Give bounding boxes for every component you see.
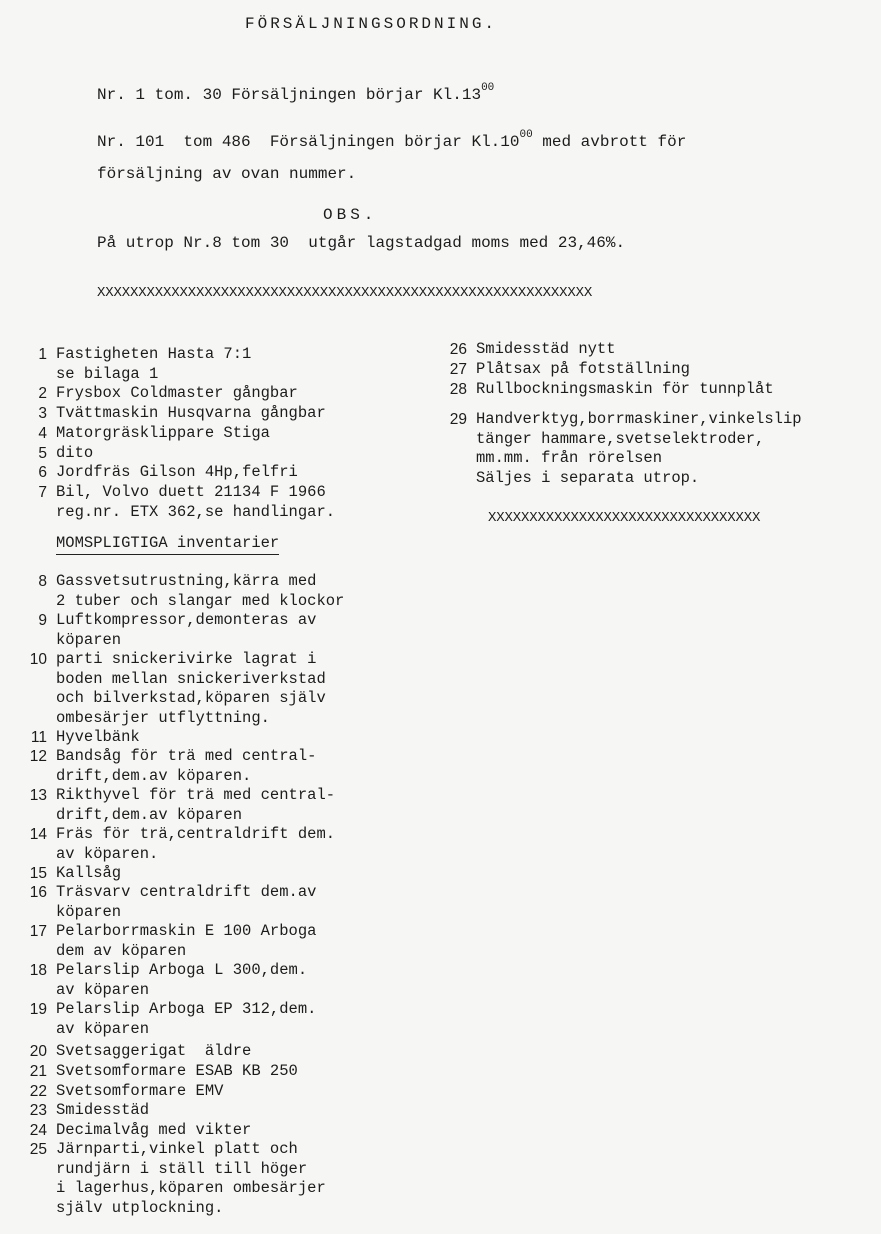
item-text: Rikthyvel för trä med central- drift,dem.av köparen xyxy=(56,786,336,824)
moms-note: På utrop Nr.8 tom 30 utgår lagstadgad moms med 23,46%. xyxy=(97,234,626,252)
item-number: 29 xyxy=(449,411,467,428)
moms-heading: MOMSPLIGTIGA inventarier xyxy=(56,534,279,555)
item-number: 7 xyxy=(38,484,47,501)
item-number: 25 xyxy=(29,1141,47,1158)
separator-line: XXXXXXXXXXXXXXXXXXXXXXXXXXXXXXXXXXXXXXXXXXXXXXXXXXXXXXXXXXXX xyxy=(97,285,593,301)
item-number: 17 xyxy=(29,923,47,940)
item-number: 19 xyxy=(29,1001,47,1018)
item-text: Fräs för trä,centraldrift dem. av köparen. xyxy=(56,825,336,863)
item-number: 4 xyxy=(38,425,47,442)
item-number: 10 xyxy=(29,651,47,668)
intro-line-1-time-sup: 00 xyxy=(481,82,495,94)
item-number: 12 xyxy=(29,748,47,765)
item-text: Pelarborrmaskin E 100 Arboga dem av köparen xyxy=(56,922,317,960)
item-text: Luftkompressor,demonteras av köparen xyxy=(56,611,317,649)
item-text: Kallsåg xyxy=(56,864,122,882)
item-number: 28 xyxy=(449,381,467,398)
item-number: 8 xyxy=(38,573,47,590)
intro-line-2-text: Nr. 101 tom 486 Försäljningen börjar Kl.10 xyxy=(97,133,520,151)
item-text: Träsvarv centraldrift dem.av köparen xyxy=(56,883,317,921)
item-number: 6 xyxy=(38,464,47,481)
item-number: 26 xyxy=(449,341,467,358)
obs-heading: OBS. xyxy=(323,206,378,224)
intro-line-3: försäljning av ovan nummer. xyxy=(97,165,357,183)
item-number: 1 xyxy=(38,346,47,363)
item-text: Handverktyg,borrmaskiner,vinkelslip tänger hammare,svetselektroder, mm.mm. från rörelsen Säljes i separata utrop. xyxy=(476,410,802,487)
right-separator-line: XXXXXXXXXXXXXXXXXXXXXXXXXXXXXXXXX xyxy=(488,510,761,526)
item-number: 13 xyxy=(29,787,47,804)
intro-line-2-after: med avbrott för xyxy=(532,133,687,151)
item-text: Fastigheten Hasta 7:1 se bilaga 1 xyxy=(56,345,252,383)
intro-line-2 xyxy=(97,129,687,151)
item-text: Bandsåg för trä med central- drift,dem.av köparen. xyxy=(56,747,317,785)
item-number: 20 xyxy=(29,1043,47,1060)
item-number: 2 xyxy=(38,385,47,402)
item-text: Frysbox Coldmaster gångbar xyxy=(56,384,298,402)
item-text: parti snickerivirke lagrat i boden mellan snickeriverkstad och bilverkstad,köparen själv ombesärjer utflyttning. xyxy=(56,650,326,727)
item-number: 3 xyxy=(38,405,47,422)
item-number: 21 xyxy=(29,1063,47,1080)
intro-line-1-text: Nr. 1 tom. 30 Försäljningen börjar Kl.13 xyxy=(97,86,482,104)
item-text: Järnparti,vinkel platt och rundjärn i ställ till höger i lagerhus,köparen ombesärjer själv utplockning. xyxy=(56,1140,326,1217)
item-number: 24 xyxy=(29,1122,47,1139)
item-text: Gassvetsutrustning,kärra med 2 tuber och slangar med klockor xyxy=(56,572,345,610)
item-number: 9 xyxy=(38,612,47,629)
item-text: Smidesstäd nytt xyxy=(476,340,616,358)
item-number: 27 xyxy=(449,361,467,378)
item-number: 18 xyxy=(29,962,47,979)
item-text: Decimalvåg med vikter xyxy=(56,1121,252,1139)
item-text: Jordfräs Gilson 4Hp,felfri xyxy=(56,463,298,481)
item-number: 23 xyxy=(29,1102,47,1119)
item-text: Rullbockningsmaskin för tunnplåt xyxy=(476,380,774,398)
item-text: Pelarslip Arboga L 300,dem. av köparen xyxy=(56,961,308,999)
document-title: FÖRSÄLJNINGSORDNING. xyxy=(245,15,498,33)
item-text: Svetsomformare EMV xyxy=(56,1082,224,1100)
item-text: Matorgräsklippare Stiga xyxy=(56,424,270,442)
intro-line-1 xyxy=(97,82,495,104)
item-number: 14 xyxy=(29,826,47,843)
item-text: Tvättmaskin Husqvarna gångbar xyxy=(56,404,326,422)
item-text: Bil, Volvo duett 21134 F 1966 reg.nr. ETX 362,se handlingar. xyxy=(56,483,336,521)
item-number: 5 xyxy=(38,445,47,462)
item-text: Plåtsax på fotställning xyxy=(476,360,690,378)
item-number: 11 xyxy=(30,729,47,746)
item-text: dito xyxy=(56,444,94,462)
item-text: Svetsaggerigat äldre xyxy=(56,1042,252,1060)
item-text: Svetsomformare ESAB KB 250 xyxy=(56,1062,298,1080)
item-text: Pelarslip Arboga EP 312,dem. av köparen xyxy=(56,1000,317,1038)
intro-line-2-time-sup: 00 xyxy=(519,129,533,141)
item-number: 22 xyxy=(29,1083,47,1100)
item-number: 15 xyxy=(29,865,47,882)
item-text: Hyvelbänk xyxy=(56,728,140,746)
item-text: Smidesstäd xyxy=(56,1101,150,1119)
item-number: 16 xyxy=(29,884,47,901)
